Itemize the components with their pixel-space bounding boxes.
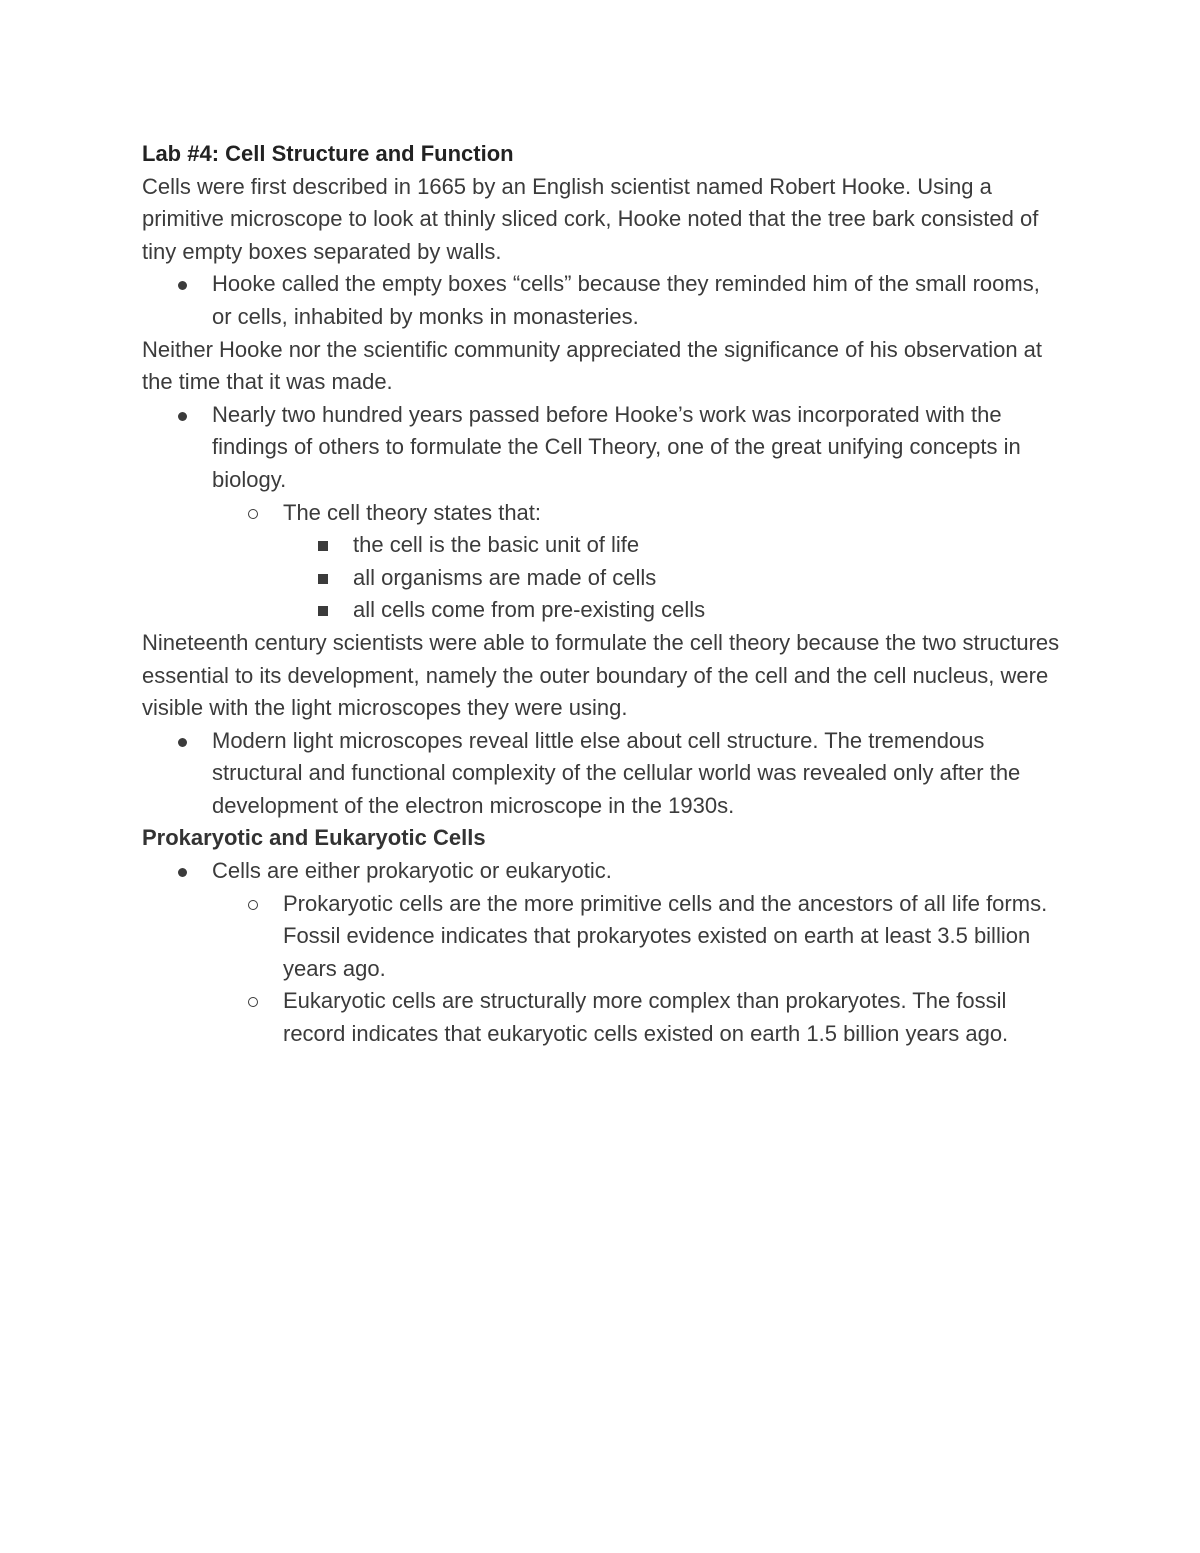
- list-item-hooke: [142, 268, 1062, 333]
- bullet-square-icon: [318, 541, 328, 551]
- document-page: [142, 138, 1062, 1051]
- bullet-circle-icon: [248, 997, 258, 1007]
- list-item-cell-theory: [142, 497, 1062, 530]
- list-item-modern: [142, 725, 1062, 823]
- bullet-dot-icon: [178, 738, 187, 747]
- list-item-text: all cells come from pre-existing cells: [353, 597, 706, 623]
- list-item-text: the cell is the basic unit of life: [353, 532, 640, 558]
- list-item-text: Hooke called the empty boxes “cells” because they reminded him of the small rooms, or cells, inhabited by monks in monasteries.: [212, 271, 1040, 329]
- list-item-nearly: [142, 399, 1062, 497]
- list-item-cells: [142, 855, 1062, 888]
- nineteenth-paragraph: Nineteenth century scientists were able to formulate the cell theory because the two structures essential to its development, namely the outer boundary of the cell and the cell nucleus, were visible with the light microscopes they were using.: [142, 629, 1060, 721]
- list-item-text: Prokaryotic cells are the more primitive cells and the ancestors of all life forms. Fossil evidence indicates that prokaryotes existed on earth at least 3.5 billion years ago.: [283, 890, 1048, 981]
- list-item-text: all organisms are made of cells: [353, 564, 657, 590]
- section-heading: Prokaryotic and Eukaryotic Cells: [142, 825, 486, 851]
- list-item-text: Modern light microscopes reveal little else about cell structure. The tremendous structural and functional complexity of the cellular world was revealed only after the development of the electron microscope in the 1930s.: [212, 727, 1021, 818]
- bullet-circle-icon: [248, 900, 258, 910]
- list-item-prokaryotic: [142, 888, 1062, 986]
- bullet-square-icon: [318, 606, 328, 616]
- document-title: Lab #4: Cell Structure and Function: [142, 141, 514, 166]
- list-item-theory-point: [142, 562, 1062, 595]
- list-item-text: Nearly two hundred years passed before Hooke’s work was incorporated with the findings of others to formulate the Cell Theory, one of the great unifying concepts in biology.: [212, 401, 1021, 492]
- neither-paragraph: Neither Hooke nor the scientific community appreciated the significance of his observation at the time that it was made.: [142, 336, 1043, 395]
- list-item-theory-point: [142, 594, 1062, 627]
- bullet-dot-icon: [178, 868, 187, 877]
- intro-paragraph: Cells were first described in 1665 by an English scientist named Robert Hooke. Using a primitive microscope to look at thinly sliced cork, Hooke noted that the tree bark consisted of tiny empty boxes separated by walls.: [142, 173, 1039, 264]
- list-item-text: The cell theory states that:: [283, 499, 542, 525]
- bullet-square-icon: [318, 574, 328, 584]
- bullet-dot-icon: [178, 281, 187, 290]
- list-item-theory-point: [142, 529, 1062, 562]
- bullet-dot-icon: [178, 412, 187, 421]
- list-item-eukaryotic: [142, 985, 1062, 1050]
- list-item-text: Eukaryotic cells are structurally more complex than prokaryotes. The fossil record indicates that eukaryotic cells existed on earth 1.5 billion years ago.: [283, 988, 1009, 1047]
- list-item-text: Cells are either prokaryotic or eukaryotic.: [212, 858, 612, 884]
- bullet-circle-icon: [248, 509, 258, 519]
